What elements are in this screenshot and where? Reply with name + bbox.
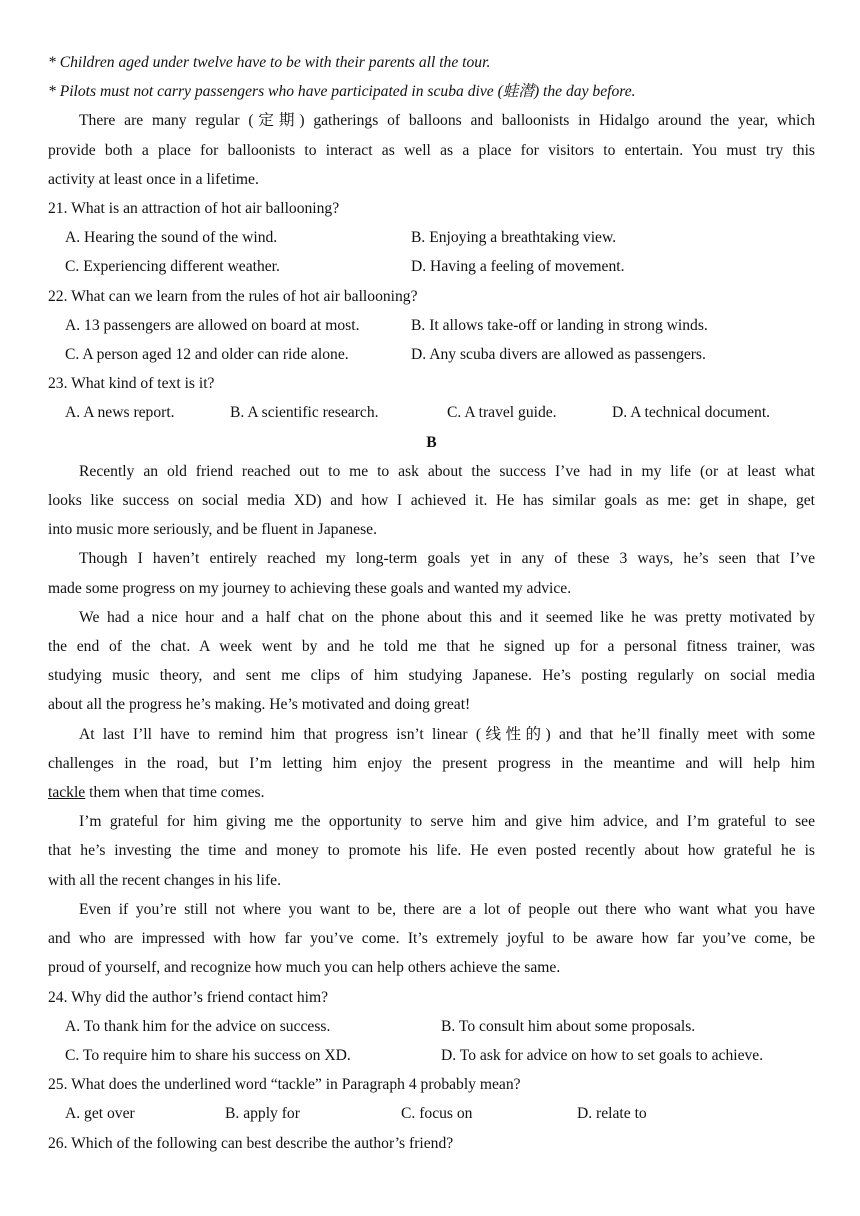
paragraph-line: the end of the chat. A week went by and he told me that he signed up for a personal fitness trainer, was bbox=[48, 638, 815, 656]
option-d[interactable]: D. A technical document. bbox=[612, 404, 771, 422]
option-c[interactable]: C. A travel guide. bbox=[447, 404, 557, 422]
option-a[interactable]: A. A news report. bbox=[65, 404, 175, 422]
option-d[interactable]: D. Having a feeling of movement. bbox=[411, 258, 625, 276]
paragraph-line: Even if you’re still not where you want to be, there are a lot of people out there who want what you have bbox=[79, 900, 815, 918]
paragraph-line: into music more seriously, and be fluent in Japanese. bbox=[48, 521, 377, 539]
question-23 bbox=[48, 369, 815, 427]
question-text: 25. What does the underlined word “tackle” in Paragraph 4 probably mean? bbox=[48, 1076, 521, 1094]
options-row bbox=[48, 340, 815, 369]
paragraph-line: challenges in the road, but I’m letting him enjoy the present progress in the meantime and will help him bbox=[48, 754, 815, 772]
paragraph-line: activity at least once in a lifetime. bbox=[48, 170, 259, 188]
option-b[interactable]: B. It allows take-off or landing in strong winds. bbox=[411, 316, 708, 334]
section-heading-b: B bbox=[426, 433, 437, 451]
options-row bbox=[48, 1041, 815, 1070]
paragraph-tail: them when that time comes. bbox=[85, 784, 265, 802]
question-text: 22. What can we learn from the rules of hot air ballooning? bbox=[48, 287, 418, 305]
option-c[interactable]: C. A person aged 12 and older can ride alone. bbox=[65, 346, 349, 364]
option-b[interactable]: B. apply for bbox=[225, 1105, 300, 1123]
paragraph-line: about all the progress he’s making. He’s motivated and doing great! bbox=[48, 696, 471, 714]
exam-page bbox=[48, 48, 815, 1158]
option-b[interactable]: B. To consult him about some proposals. bbox=[441, 1017, 696, 1035]
option-d[interactable]: D. Any scuba divers are allowed as passengers. bbox=[411, 346, 706, 364]
rule-children: * Children aged under twelve have to be with their parents all the tour. bbox=[48, 54, 491, 71]
option-a[interactable]: A. To thank him for the advice on success. bbox=[65, 1017, 331, 1035]
option-d[interactable]: D. To ask for advice on how to set goals to achieve. bbox=[441, 1046, 764, 1064]
option-d[interactable]: D. relate to bbox=[577, 1105, 647, 1123]
question-21 bbox=[48, 194, 815, 282]
option-c[interactable]: C. focus on bbox=[401, 1105, 473, 1123]
options-row bbox=[48, 1099, 815, 1128]
question-text: 26. Which of the following can best describe the author’s friend? bbox=[48, 1134, 454, 1152]
question-text: 23. What kind of text is it? bbox=[48, 375, 215, 393]
option-b[interactable]: B. A scientific research. bbox=[230, 404, 379, 422]
options-row bbox=[48, 252, 815, 281]
question-24 bbox=[48, 983, 815, 1071]
question-text: 21. What is an attraction of hot air ballooning? bbox=[48, 200, 340, 218]
option-a[interactable]: A. get over bbox=[65, 1105, 135, 1123]
paragraph-line: studying music theory, and sent me clips of him studying Japanese. He’s posting regularly on social media bbox=[48, 667, 815, 685]
paragraph-line: We had a nice hour and a half chat on the phone about this and it seemed like he was pretty motivated by bbox=[79, 608, 815, 626]
paragraph-line: Recently an old friend reached out to me to ask about the success I’ve had in my life (or at least what bbox=[79, 462, 815, 480]
question-text: 24. Why did the author’s friend contact him? bbox=[48, 988, 329, 1006]
underlined-word: tackle bbox=[48, 784, 86, 802]
passage-b bbox=[48, 457, 815, 983]
option-b[interactable]: B. Enjoying a breathtaking view. bbox=[411, 229, 617, 247]
option-a[interactable]: A. Hearing the sound of the wind. bbox=[65, 229, 278, 247]
paragraph-line: I’m grateful for him giving me the opportunity to serve him and give him advice, and I’m grateful to see bbox=[79, 813, 815, 831]
option-c[interactable]: C. To require him to share his success on XD. bbox=[65, 1046, 351, 1064]
options-row bbox=[48, 223, 815, 252]
paragraph-line: provide both a place for balloonists to interact as well as a place for visitors to entertain. You must try this bbox=[48, 141, 815, 159]
paragraph-line bbox=[48, 778, 815, 807]
question-25 bbox=[48, 1070, 815, 1128]
paragraph-line: proud of yourself, and recognize how much you can help others achieve the same. bbox=[48, 959, 561, 977]
paragraph-line: Though I haven’t entirely reached my long-term goals yet in any of these 3 ways, he’s seen that I’ve bbox=[79, 550, 815, 568]
options-row bbox=[48, 311, 815, 340]
paragraph-line: At last I’ll have to remind him that progress isn’t linear (线性的) and that he’ll finally meet with some bbox=[79, 725, 815, 743]
question-22 bbox=[48, 282, 815, 370]
paragraph-line: made some progress on my journey to achieving these goals and wanted my advice. bbox=[48, 579, 572, 597]
options-row bbox=[48, 1012, 815, 1041]
paragraph-line: and who are impressed with how far you’ve come. It’s extremely joyful to be aware how far you’ve come, be bbox=[48, 930, 815, 948]
options-row bbox=[48, 398, 815, 427]
option-a[interactable]: A. 13 passengers are allowed on board at most. bbox=[65, 316, 360, 334]
question-26 bbox=[48, 1129, 815, 1158]
intro-paragraph bbox=[48, 106, 815, 194]
paragraph-line: looks like success on social media XD) and how I achieved it. He has similar goals as me: get in shape, get bbox=[48, 492, 815, 510]
rule-pilots: * Pilots must not carry passengers who have participated in scuba dive (蛙潜) the day before. bbox=[48, 83, 636, 101]
paragraph-line: with all the recent changes in his life. bbox=[48, 871, 281, 889]
paragraph-line: There are many regular (定期) gatherings of balloons and balloonists in Hidalgo around the year, which bbox=[79, 112, 815, 130]
paragraph-line: that he’s investing the time and money to promote his life. He even posted recently about how grateful he is bbox=[48, 842, 815, 860]
option-c[interactable]: C. Experiencing different weather. bbox=[65, 258, 280, 276]
